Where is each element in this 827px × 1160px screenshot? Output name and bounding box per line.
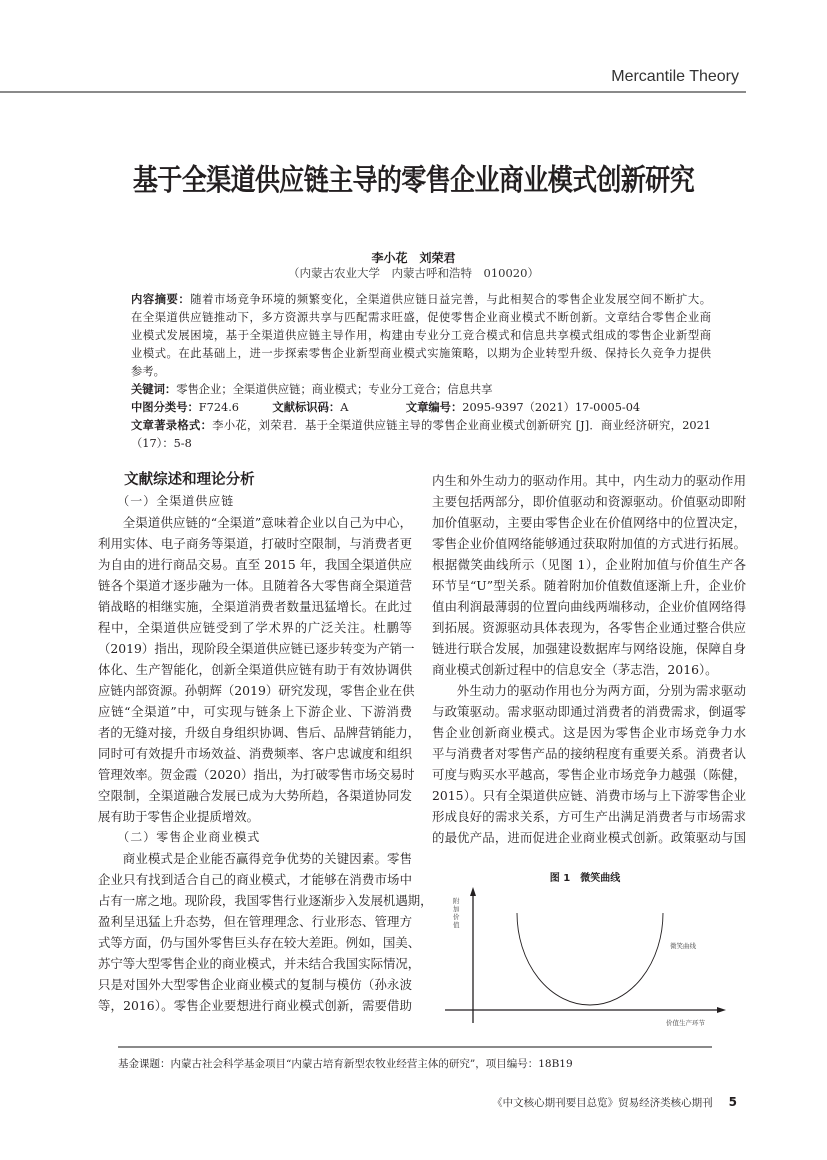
body-line: （2019）指出，现阶段全渠道供应链已逐步转变为产销一 bbox=[98, 641, 415, 656]
body-line: 展有助于零售企业提质增效。 bbox=[98, 809, 260, 824]
body-line: 可度与购买水平越高，零售企业市场竞争力越强（陈健， bbox=[432, 767, 746, 782]
classification-row bbox=[131, 399, 711, 417]
body-line: 式等方面，仍与国外零售巨头存在较大差距。例如，国美、 bbox=[98, 935, 421, 950]
body-line: 体化、生产智能化，创新全渠道供应链有助于有效协调供 bbox=[98, 662, 412, 677]
paper-title: 基于全渠道供应链主导的零售企业商业模式创新研究 bbox=[132, 162, 695, 197]
doc-code-value: A bbox=[340, 401, 349, 414]
right-column bbox=[432, 470, 746, 848]
body-line: 管理效率。贺金霞（2020）指出，为打破零售市场交易时 bbox=[98, 767, 415, 782]
body-line: 与政策驱动。需求驱动即通过消费者的消费需求，倒逼零 bbox=[432, 704, 746, 719]
abstract-line: 业模式。在此基础上，进一步探索零售企业新型商业模式实施策略，以期为企业转型升级、保持长久竞争力提供 bbox=[131, 347, 711, 360]
body-line: 盈利呈迅猛上升态势，但在管理理念、行业形态、管理方 bbox=[98, 914, 412, 929]
abstract-block bbox=[131, 291, 711, 453]
doc-code-label: 文献标识码： bbox=[272, 401, 341, 414]
y-axis-label-char: 加 bbox=[453, 905, 460, 913]
body-line: 占有一席之地。现阶段，我国零售行业逐渐步入发展机遇期， bbox=[98, 893, 433, 908]
abstract-line: 在全渠道供应链推动下，多方资源共享与匹配需求旺盛，促使零售企业商业模式不断创新。文章结合零售企业商 bbox=[131, 311, 711, 324]
body-line: 平与消费者对零售产品的接纳程度有重要关系。消费者认 bbox=[432, 746, 746, 761]
body-line: 零售企业价值网络能够通过获取附加值的方式进行拓展。 bbox=[432, 536, 746, 551]
y-axis-label bbox=[453, 896, 460, 929]
article-no-value: 2095-9397（2021）17-0005-04 bbox=[462, 401, 641, 414]
figure-caption: 图 1 微笑曲线 bbox=[549, 873, 621, 884]
y-axis-arrow-icon bbox=[470, 887, 476, 896]
body-line: 的最优产品，进而促进企业商业模式创新。政策驱动与国 bbox=[432, 830, 746, 845]
citation-line: （17）：5-8 bbox=[131, 437, 192, 450]
body-line: 根据微笑曲线所示（见图 1），企业附加值与价值生产各 bbox=[432, 557, 746, 572]
figure-smile-curve bbox=[430, 860, 746, 1040]
body-line: 只是对国外大型零售企业商业模式的复制与模仿（孙永波 bbox=[98, 977, 412, 992]
body-line: 应链“全渠道”中，可实现与链条上下游企业、下游消费 bbox=[98, 704, 412, 719]
y-axis-label-char: 价 bbox=[453, 913, 460, 921]
abstract-text: 随着市场竞争环境的频繁变化，全渠道供应链日益完善，与此相契合的零售企业发展空间不断扩大。 bbox=[190, 293, 711, 306]
body-line: 者的无缝对接，升级自身组织协调、售后、品牌营销能力， bbox=[98, 725, 421, 740]
smile-curve bbox=[517, 913, 663, 1005]
body-line: 加价值驱动，主要由零售企业在价值网络中的位置决定， bbox=[432, 515, 746, 530]
page-footer bbox=[492, 1095, 737, 1110]
clc-label: 中图分类号： bbox=[131, 401, 199, 414]
body-line: 应链内部资源。孙朝辉（2019）研究发现，零售企业在供 bbox=[98, 683, 415, 698]
abstract-line: 业模式发展困境，基于全渠道供应链主导作用，构建由专业分工竞合模式和信息共享模式组成的零售企业新型商 bbox=[131, 329, 711, 342]
body-line: 商业模式是企业能否赢得竞争优势的关键因素。零售 bbox=[122, 851, 412, 866]
body-line: 售企业创新商业模式。这是因为零售企业市场竞争力水 bbox=[432, 725, 746, 740]
x-axis-arrow-icon bbox=[717, 1007, 726, 1013]
y-axis-label-char: 值 bbox=[453, 921, 460, 929]
keywords-text: 零售企业；全渠道供应链；商业模式；专业分工竞合；信息共享 bbox=[176, 383, 493, 396]
body-line: 环节呈“U”型关系。随着附加价值数值逐渐上升，企业价 bbox=[432, 578, 746, 593]
citation bbox=[131, 417, 711, 435]
body-line: 到拓展。资源驱动具体表现为，各零售企业通过整合供应 bbox=[432, 620, 746, 635]
subsection-heading: （一）全渠道供应链 bbox=[117, 494, 235, 508]
authors: 李小花 刘荣君 bbox=[371, 251, 456, 265]
body-line: 值由利润最薄弱的位置向曲线两端移动，企业价值网络得 bbox=[432, 599, 746, 614]
citation-text: 李小花，刘荣君．基于全渠道供应链主导的零售企业商业模式创新研究 [J]．商业经济研究，2021 bbox=[212, 419, 711, 432]
body-line: 利用实体、电子商务等渠道，打破时空限制，与消费者更 bbox=[98, 536, 412, 551]
page-number: 5 bbox=[728, 1095, 737, 1109]
body-line: 形成良好的需求关系，方可生产出满足消费者与市场需求 bbox=[432, 809, 746, 824]
footnote-rule bbox=[118, 1046, 712, 1048]
header-rule bbox=[0, 91, 746, 93]
abstract-line bbox=[131, 291, 711, 309]
body-line: 苏宁等大型零售企业的商业模式，并未结合我国实际情况， bbox=[98, 956, 421, 971]
body-line: 链各个渠道才逐步融为一体。且随着各大零售商全渠道营 bbox=[98, 578, 412, 593]
keywords bbox=[131, 381, 711, 399]
body-line: 企业只有找到适合自己的商业模式，才能够在消费市场中 bbox=[98, 872, 412, 887]
left-column bbox=[98, 470, 433, 1016]
body-line: 商业模式创新过程中的信息安全（茅志浩，2016）。 bbox=[432, 662, 718, 677]
abstract-label: 内容摘要： bbox=[131, 293, 191, 306]
keywords-label: 关键词： bbox=[131, 383, 177, 396]
affiliation: （内蒙古农业大学 内蒙古呼和浩特 010020） bbox=[288, 266, 539, 280]
body-line: 外生动力的驱动作用也分为两方面，分别为需求驱动 bbox=[456, 683, 746, 698]
body-line: 全渠道供应链的“全渠道”意味着企业以自己为中心， bbox=[122, 515, 412, 530]
article-no-label: 文章编号： bbox=[405, 401, 463, 414]
body-line: 空限制，全渠道融合发展已成为大势所趋，各渠道协同发 bbox=[98, 788, 412, 803]
subsection-heading: （二）零售企业商业模式 bbox=[117, 830, 261, 844]
journal-index-note: 《中文核心期刊要目总览》贸易经济类核心期刊 bbox=[492, 1097, 713, 1109]
abstract-line: 参考。 bbox=[131, 365, 165, 378]
clc-value: F724.6 bbox=[198, 401, 239, 414]
x-axis-label: 价值生产环节 bbox=[666, 1019, 705, 1027]
y-axis-label-char: 附 bbox=[453, 897, 460, 905]
body-line: 为自由的进行商品交易。直至 2015 年，我国全渠道供应 bbox=[98, 557, 412, 572]
body-line: 销战略的相继实施，全渠道消费者数量迅猛增长。在此过 bbox=[98, 599, 412, 614]
body-line: 同时可有效提升市场效益、消费频率、客户忠诚度和组织 bbox=[98, 746, 412, 761]
footnote: 基金课题：内蒙古社会科学基金项目“内蒙古培育新型农牧业经营主体的研究”，项目编号：18B19 bbox=[118, 1058, 573, 1070]
body-line: 主要包括两部分，即价值驱动和资源驱动。价值驱动即附 bbox=[432, 494, 746, 509]
running-title: Mercantile Theory bbox=[611, 68, 739, 85]
citation-label: 文章著录格式： bbox=[131, 419, 213, 432]
body-line: 2015）。只有全渠道供应链、消费市场与上下游零售企业 bbox=[432, 788, 746, 803]
section-heading: 文献综述和理论分析 bbox=[124, 472, 255, 488]
body-line: 程中，全渠道供应链受到了学术界的广泛关注。杜鹏等 bbox=[98, 620, 412, 635]
curve-label: 微笑曲线 bbox=[670, 942, 696, 950]
body-line: 链进行联合发展，加强建设数据库与网络设施，保障自身 bbox=[432, 641, 746, 656]
body-line: 内生和外生动力的驱动作用。其中，内生动力的驱动作用 bbox=[432, 473, 746, 488]
body-line: 等，2016）。零售企业要想进行商业模式创新，需要借助 bbox=[98, 998, 412, 1013]
